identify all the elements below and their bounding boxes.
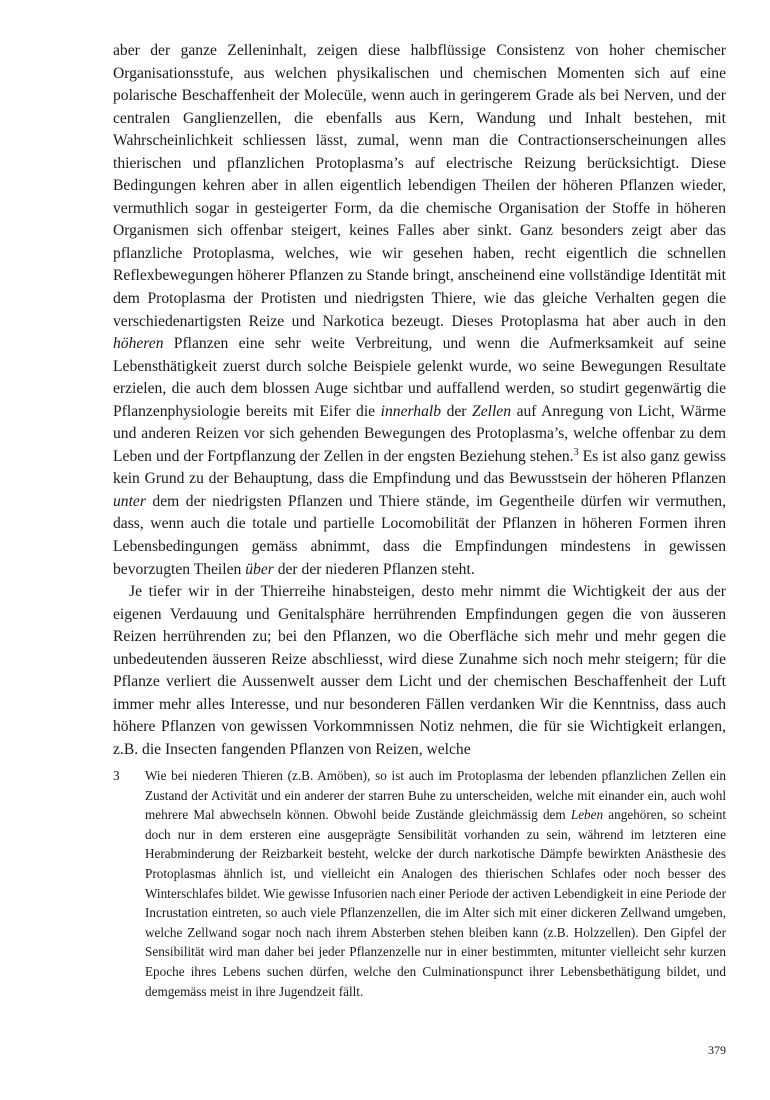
emphasis-zellen: Zellen (472, 402, 512, 420)
footnote-marker[interactable]: 3 (573, 446, 579, 458)
emphasis-hoeheren: höheren (113, 335, 164, 353)
footnote-text (145, 766, 726, 1001)
footnote-text-2: angehören, so scheint doch nur in dem ersteren eine ausgeprägte Sensibilität vorhanden zu sein, während im letzteren eine Herabminderung der Reizbarkeit besteht, welcke der durch narkotische Dämpfe bewirkten Anästhesie des Protoplasmas ähnlich ist, und vielleicht ein Analogen des thierischen Schlafes oder noch besser des Winterschlafes bildet. Wie gewisse Infusorien nach einer Periode der activen Lebendigkeit in eine Periode der Incrustation eintreten, so auch viele Pflanzenzellen, die im Alter sich mit einer dickeren Zellwand umgeben, welche Zellwand sogar noch nach ihrem Absterben stehen bleiben kann (z.B. Holzzellen). Den Gipfel der Sensibilität wird man daher bei jeder Pflanzenzelle nur in einer bestimmten, mitunter vielleicht sehr kurzen Epoche ihres Lebens suchen dürfen, welche den Culminationspunct ihrer Lebensbethätigung bildet, und demgemäss meist in ihre Jugendzeit fällt. (145, 807, 726, 999)
footnote (113, 766, 726, 1001)
emphasis-innerhalb: innerhalb (380, 402, 442, 420)
footnote-number: 3 (113, 768, 120, 783)
paragraph-2: Je tiefer wir in der Thierreihe hinabsteigen, desto mehr nimmt die Wichtigkeit der aus der eigenen Verdauung und Genitalsphäre herrührenden Empfindungen gegen die von äusseren Reizen herrührenden zu; bei den Pflanzen, wo die Oberfläche sich mehr und mehr gegen die unbedeutenden äusseren Reize abschliesst, wird diese Zunahme sich noch mehr steigern; für die Pflanze verliert die Aussenwelt ausser dem Licht und der chemischen Beschaffenheit der Luft immer mehr alles Interesse, und nur besonderen Fällen verdanken Wir die Kenntniss, dass auch höhere Pflanzen von gewissen Vorkommnissen Notiz nehmen, die für sie Wichtigkeit erlangen, z.B. die Insecten fangenden Pflanzen von Reizen, welche (113, 583, 726, 758)
emphasis-ueber: über (245, 560, 274, 578)
paragraph-1-text-4: auf Anregung von Licht, Wärme und anderen Reizen vor sich gehenden Bewegungen des Protoplasma’s, welche offenbar zu dem Leben und der Fortpflanzung der Zellen in der engsten Beziehung stehen. (113, 402, 726, 465)
paragraph-1-text-2: Pflanzen eine sehr weite Verbreitung, und wenn die Aufmerksamkeit auf seine Lebensthätigkeit zuerst durch solche Beispiele gelenkt wurde, wo seine Bewegungen Resultate erzielen, die auch dem blossen Auge sichtbar und auffallend werden, so studirt gegenwärtig die Pflanzenphysiologie bereits mit Eifer die (113, 335, 726, 420)
emphasis-leben: Leben (570, 807, 604, 823)
paragraph-1-text-7: der der niederen Pflanzen steht. (273, 560, 475, 578)
paragraph-1 (113, 40, 726, 581)
footnote-text-1: Wie bei niederen Thieren (z.B. Amöben), so ist auch im Protoplasma der lebenden pflanzlichen Zellen ein Zustand der Activität und ein anderer der starren Buhe zu unterscheiden, welche mit einander ein, auch wohl mehrere Mal abwechseln können. Obwohl beide Zustände gleichmässig dem (145, 768, 726, 823)
page-number: 379 (708, 1043, 726, 1057)
paragraph-1-text-1: aber der ganze Zelleninhalt, zeigen diese halbflüssige Consistenz von hoher chemischer Organisationsstufe, aus welchen physikalischen und chemischen Momenten sich auf eine polarische Beschaffenheit der Molecüle, wenn auch in geringerem Grade als bei Nerven, und der centralen Ganglienzellen, die ebenfalls aus Kern, Wandung und Inhalt bestehen, mit Wahrscheinlichkeit schliessen lässt, zumal, wenn man die Contractionserscheinungen alles thierischen und pflanzlichen Protoplasma’s auf electrische Reizung berücksichtigt. Diese Bedingungen kehren aber in allen eigentlich lebendigen Theilen der höheren Pflanzen wieder, vermuthlich sogar in gesteigerter Form, da die chemische Organisation der Stoffe in höheren Organismen sich offenbar steigert, keines Falles aber sinkt. Ganz besonders zeigt aber das pflanzliche Protoplasma, welches, wie wir gesehen haben, recht eigentlich die schnellen Reflexbewegungen höherer Pflanzen zu Stande bringt, anscheinend eine vollständige Identität mit dem Protoplasma der Protisten und niedrigsten Thiere, wie das gleiche Verhalten gegen die verschiedenartigsten Reize und Narkotica bezeugt. Dieses Protoplasma hat aber auch in den (113, 42, 726, 330)
paragraph-1-text-5: Es ist also ganz gewiss kein Grund zu der Behauptung, dass die Empfindung und das Bewusstsein der höheren Pflanzen (113, 447, 726, 488)
paragraph-1-text-6: dem der niedrigsten Pflanzen und Thiere stände, im Gegentheile dürfen wir vermuthen, dass, wenn auch die totale und partielle Locomobilität der Pflanzen in höheren Formen ihren Lebensbedingungen gemäss abnimmt, dass die Empfindungen mindestens in gewissen bevorzugten Theilen (113, 492, 726, 578)
emphasis-unter: unter (113, 492, 146, 510)
paragraph-1-text-3: der (441, 402, 473, 420)
main-text (113, 40, 726, 762)
